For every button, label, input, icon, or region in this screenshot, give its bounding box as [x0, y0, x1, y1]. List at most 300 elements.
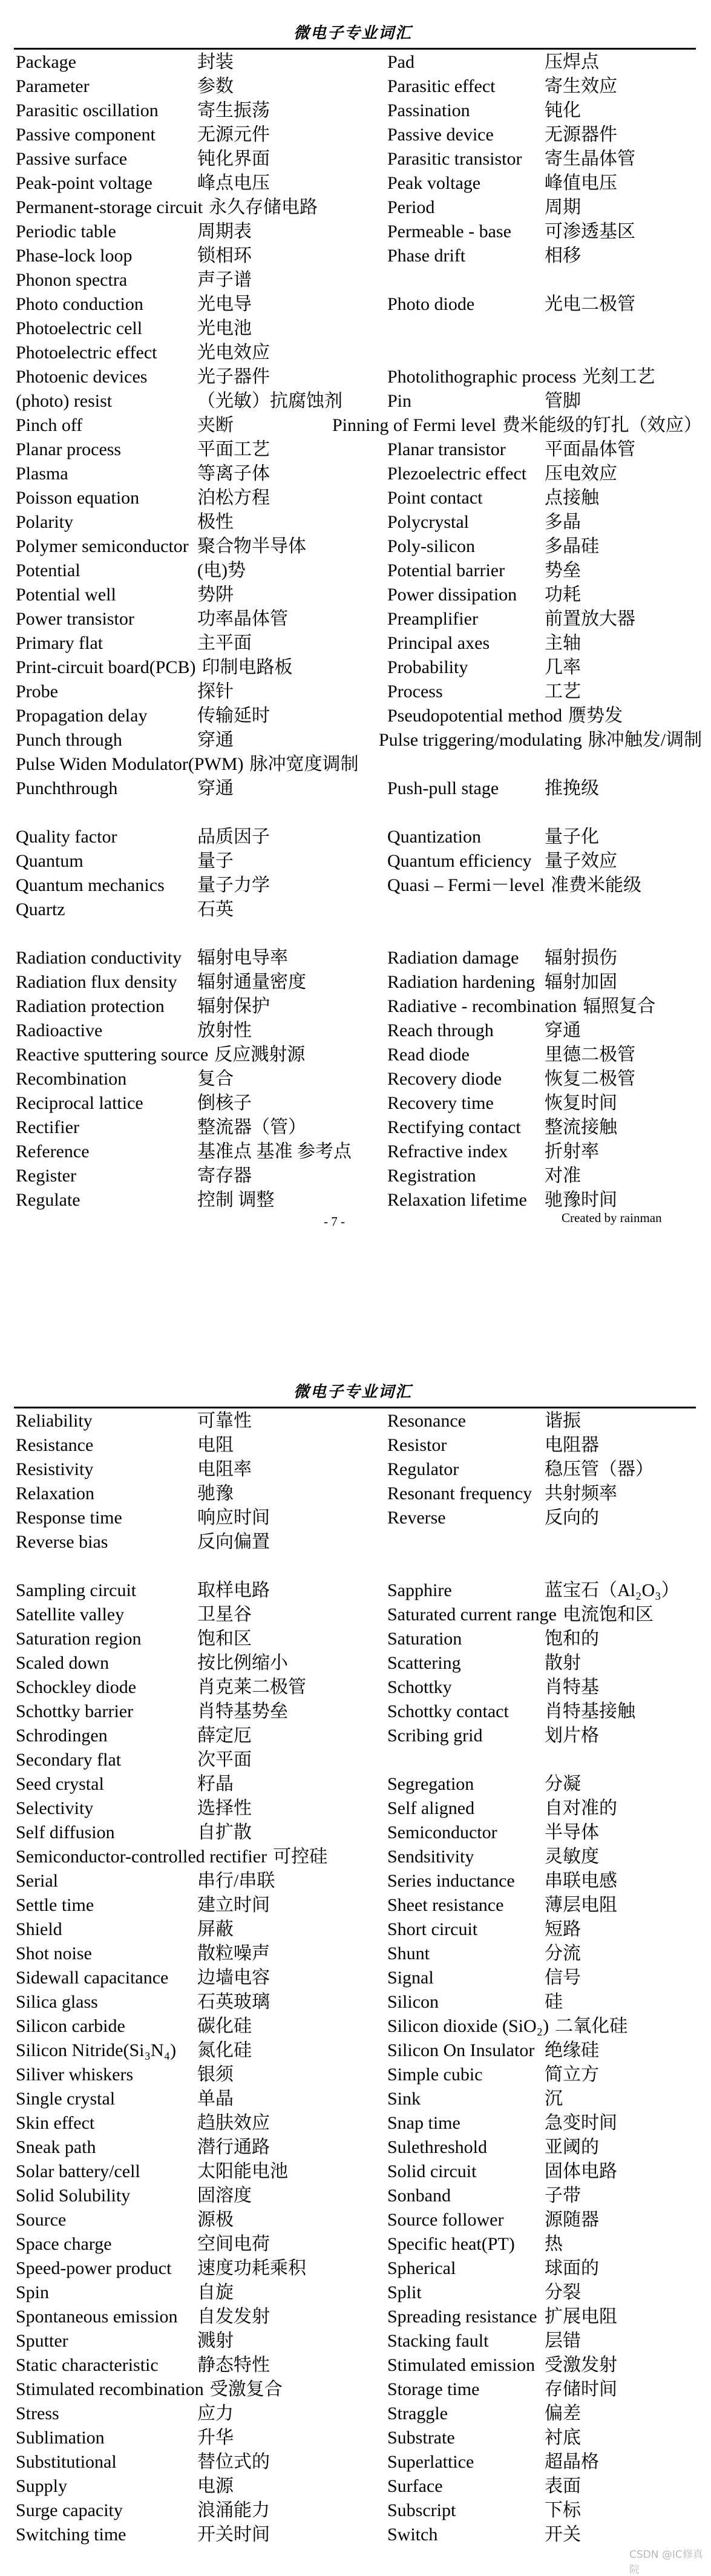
- chinese-term: 沉: [545, 2089, 563, 2109]
- glossary-row: [0, 656, 711, 680]
- english-term: Supply: [16, 2476, 68, 2496]
- chinese-term: 建立时间: [197, 1895, 270, 1915]
- chinese-term: 周期表: [197, 222, 252, 242]
- term-pair-right: [387, 244, 581, 268]
- term-pair-left: [16, 1188, 275, 1212]
- english-term: Period: [387, 197, 435, 217]
- chinese-term: 串联电感: [545, 1871, 617, 1891]
- term-pair-right: [387, 825, 599, 849]
- english-term: Scaled down: [16, 1653, 110, 1673]
- english-term: Stimulated recombination: [16, 2379, 204, 2399]
- english-term: Radiation damage: [387, 948, 519, 968]
- term-pair-right: [387, 1457, 654, 1482]
- english-term: Spreading resistance: [387, 2307, 537, 2327]
- chinese-term: 潜行通路: [197, 2137, 270, 2157]
- chinese-term: 子带: [545, 2186, 581, 2206]
- chinese-term: 可渗透基区: [545, 222, 635, 242]
- chinese-term: 受激发射: [545, 2355, 617, 2375]
- term-pair-right: [387, 1067, 635, 1091]
- english-term: Recovery diode: [387, 1069, 502, 1089]
- term-pair-right: [387, 994, 655, 1019]
- page-header-title: 微电子专业词汇: [293, 24, 412, 42]
- term-pair-left: [16, 1845, 327, 1869]
- term-pair-left: [16, 2377, 283, 2402]
- chinese-term: 光子器件: [197, 367, 270, 387]
- english-term: Selectivity: [16, 1798, 94, 1818]
- term-pair-right: [387, 510, 581, 534]
- chinese-term: 肖特基: [545, 1677, 599, 1697]
- glossary-row: [0, 1457, 711, 1482]
- chinese-term: 谐振: [545, 1411, 581, 1431]
- glossary-row: [0, 171, 711, 196]
- glossary-row: [0, 2474, 711, 2499]
- english-term: Self diffusion: [16, 1822, 115, 1842]
- chinese-term: 石英玻璃: [197, 1992, 270, 2012]
- glossary-row: [0, 1845, 711, 1869]
- english-term: Schrodingen: [16, 1726, 108, 1746]
- term-pair-left: [16, 123, 270, 147]
- english-term: Parasitic effect: [387, 76, 496, 96]
- glossary-row: [0, 607, 711, 631]
- chinese-term: 势垒: [545, 560, 581, 580]
- chinese-term: 热: [545, 2234, 563, 2254]
- glossary-row: [0, 1140, 711, 1164]
- term-pair-left: [16, 365, 270, 389]
- chinese-term: 氮化硅: [197, 2040, 252, 2060]
- english-term: Shield: [16, 1919, 62, 1939]
- term-pair-left: [16, 268, 252, 292]
- term-pair-right: [387, 389, 581, 413]
- english-term: Poly-silicon: [387, 536, 476, 556]
- english-term: Resonance: [387, 1411, 466, 1431]
- glossary-row: [0, 220, 711, 244]
- english-term: Sapphire: [387, 1580, 452, 1600]
- chinese-term: 量子: [197, 851, 234, 871]
- english-term: Process: [387, 682, 443, 702]
- glossary-row: [0, 2402, 711, 2426]
- chinese-term: 聚合物半导体: [197, 536, 306, 556]
- english-term: Source follower: [387, 2210, 504, 2230]
- english-term: Quantization: [387, 827, 481, 847]
- glossary-row: [0, 2256, 711, 2281]
- chinese-term: 碳化硅: [197, 2016, 252, 2036]
- term-pair-right: [387, 1140, 599, 1164]
- term-pair-left: [16, 2474, 234, 2499]
- english-term: Sublimation: [16, 2428, 105, 2448]
- term-pair-right: [332, 413, 702, 438]
- term-pair-right: [387, 1724, 599, 1748]
- english-term: Split: [387, 2282, 422, 2302]
- term-pair-right: [387, 1942, 581, 1966]
- glossary-row: [0, 1067, 711, 1091]
- english-term: Radiation flux density: [16, 972, 177, 992]
- chinese-term: 自扩散: [197, 1822, 252, 1842]
- glossary-row: [0, 74, 711, 99]
- chinese-term: 钝化界面: [197, 149, 270, 169]
- english-term: Quantum mechanics: [16, 875, 165, 895]
- chinese-term: 划片格: [545, 1726, 599, 1746]
- chinese-term: 光电二极管: [545, 294, 635, 314]
- english-term: Seed crystal: [16, 1774, 104, 1794]
- term-pair-right: [387, 2087, 563, 2111]
- english-term: Pinch off: [16, 415, 83, 435]
- term-pair-right: [387, 2499, 581, 2523]
- term-pair-right: [387, 1845, 599, 1869]
- english-term: (photo) resist: [16, 391, 113, 411]
- english-term: Schottky barrier: [16, 1701, 134, 1721]
- english-term: Sidewall capacitance: [16, 1968, 169, 1988]
- term-pair-left: [16, 728, 234, 752]
- chinese-term: 亚阈的: [545, 2137, 599, 2157]
- english-term: Solid circuit: [387, 2161, 477, 2181]
- term-pair-left: [16, 413, 234, 438]
- chinese-term: 球面的: [545, 2258, 599, 2278]
- glossary-row: [0, 1482, 711, 1506]
- glossary-row: [0, 898, 711, 922]
- glossary-row: [0, 2523, 711, 2547]
- chinese-term: 反应溅射源: [214, 1045, 306, 1065]
- english-term: Siliver whiskers: [16, 2065, 134, 2085]
- glossary-row: [0, 2377, 711, 2402]
- term-pair-left: [16, 2426, 234, 2450]
- chinese-term: 辐射电导率: [197, 948, 288, 968]
- english-term: Quality factor: [16, 827, 117, 847]
- english-term: Superlattice: [387, 2452, 474, 2472]
- glossary-row: [0, 1019, 711, 1043]
- chinese-term: 电流饱和区: [562, 1605, 654, 1625]
- english-term: Pad: [387, 52, 414, 72]
- term-pair-left: [16, 389, 342, 413]
- english-term: Power transistor: [16, 609, 134, 629]
- english-term: Sputter: [16, 2331, 68, 2351]
- chinese-term: 折射率: [545, 1142, 599, 1162]
- chinese-term: 自对准的: [545, 1798, 617, 1818]
- english-term: Photoelectric cell: [16, 318, 143, 338]
- term-pair-left: [16, 1966, 270, 1990]
- chinese-term: 取样电路: [197, 1580, 270, 1600]
- term-pair-right: [387, 849, 617, 873]
- term-pair-right: [387, 1116, 617, 1140]
- term-pair-left: [16, 680, 234, 704]
- chinese-term: （光敏）抗腐蚀剂: [197, 391, 342, 411]
- term-pair-left: [16, 1140, 352, 1164]
- term-pair-left: [16, 2450, 270, 2474]
- chinese-term: 升华: [197, 2428, 234, 2448]
- english-term: Static characteristic: [16, 2355, 159, 2375]
- english-term: Print-circuit board(PCB): [16, 657, 196, 677]
- glossary-row: [0, 1917, 711, 1942]
- chinese-term: 平面晶体管: [545, 439, 635, 459]
- term-pair-left: [16, 1091, 252, 1116]
- glossary-row: [0, 147, 711, 171]
- term-pair-right: [387, 1869, 617, 1893]
- glossary-row: [0, 583, 711, 607]
- chinese-term: 绝缘硅: [545, 2040, 599, 2060]
- term-pair-left: [16, 1603, 252, 1627]
- english-term: Resistance: [16, 1435, 94, 1455]
- term-pair-right: [387, 607, 635, 631]
- english-term: Schottky: [387, 1677, 452, 1697]
- english-term: Reference: [16, 1142, 90, 1162]
- english-term: Simple cubic: [387, 2065, 483, 2085]
- glossary-row: [0, 510, 711, 534]
- term-pair-left: [16, 970, 306, 994]
- glossary-row: [0, 2184, 711, 2208]
- english-term: Power dissipation: [387, 585, 517, 605]
- term-pair-left: [16, 1942, 270, 1966]
- term-pair-left: [16, 2329, 234, 2353]
- chinese-term: 等离子体: [197, 464, 270, 484]
- chinese-term: 超晶格: [545, 2452, 599, 2472]
- chinese-term: 银须: [197, 2065, 234, 2085]
- english-term: Switch: [387, 2525, 438, 2545]
- english-term: Passive component: [16, 125, 156, 145]
- term-pair-right: [387, 1917, 581, 1942]
- term-pair-right: [387, 365, 655, 389]
- chinese-term: 辐射损伤: [545, 948, 617, 968]
- chinese-term: 自发发射: [197, 2307, 270, 2327]
- chinese-term: 寄生效应: [545, 76, 617, 96]
- chinese-term: 溅射: [197, 2331, 234, 2351]
- term-pair-right: [387, 2063, 599, 2087]
- glossary-row: [0, 2281, 711, 2305]
- glossary-row: [0, 946, 711, 970]
- term-pair-right: [387, 631, 581, 656]
- glossary-row: [0, 970, 711, 994]
- term-pair-left: [16, 99, 270, 123]
- term-pair-left: [16, 2232, 270, 2256]
- glossary-row: [0, 2135, 711, 2160]
- english-term: Peak-point voltage: [16, 173, 152, 193]
- section-spacer: [0, 801, 711, 825]
- english-term: Periodic table: [16, 222, 116, 242]
- chinese-term: 控制 调整: [197, 1190, 275, 1210]
- glossary-row: [0, 1506, 711, 1530]
- english-term: Read diode: [387, 1045, 470, 1065]
- english-term: Phase-lock loop: [16, 246, 133, 266]
- chinese-term: 前置放大器: [545, 609, 635, 629]
- glossary-row: [0, 2160, 711, 2184]
- term-pair-left: [16, 1821, 252, 1845]
- chinese-term: 薛定厄: [197, 1726, 252, 1746]
- chinese-term: 响应时间: [197, 1508, 270, 1528]
- english-term: Skin effect: [16, 2113, 95, 2133]
- glossary-row: [0, 1700, 711, 1724]
- chinese-term: 籽晶: [197, 1774, 234, 1794]
- english-term: Segregation: [387, 1774, 474, 1794]
- chinese-term: 散射: [545, 1653, 581, 1673]
- english-term: Potential: [16, 560, 80, 580]
- english-term: Series inductance: [387, 1871, 515, 1891]
- term-pair-left: [16, 946, 288, 970]
- chinese-term: 寄存器: [197, 1166, 252, 1186]
- english-term: Semiconductor-controlled rectifier: [16, 1847, 267, 1867]
- glossary-row: [0, 2329, 711, 2353]
- chinese-term: 固体电路: [545, 2161, 617, 2181]
- term-pair-left: [16, 2111, 270, 2135]
- term-pair-right: [387, 1579, 680, 1603]
- term-pair-right: [387, 462, 617, 486]
- english-term: Stress: [16, 2404, 59, 2423]
- english-term: Sink: [387, 2089, 421, 2109]
- english-term: Resistor: [387, 1435, 447, 1455]
- term-pair-right: [387, 970, 617, 994]
- english-term: Push-pull stage: [387, 778, 499, 798]
- chinese-term: 寄生振荡: [197, 100, 270, 120]
- english-term: Sampling circuit: [16, 1580, 137, 1600]
- term-pair-left: [16, 196, 318, 220]
- glossary-row: [0, 1188, 711, 1212]
- chinese-term: 可控硅: [273, 1847, 328, 1867]
- english-term: Relaxation lifetime: [387, 1190, 527, 1210]
- english-term: Saturation: [387, 1629, 462, 1649]
- english-term: Peak voltage: [387, 173, 481, 193]
- term-pair-right: [387, 2256, 599, 2281]
- chinese-term: 层错: [545, 2331, 581, 2351]
- term-pair-left: [16, 2523, 270, 2547]
- glossary-row: [0, 462, 711, 486]
- english-term: Single crystal: [16, 2089, 116, 2109]
- english-term: Photoelectric effect: [16, 343, 157, 363]
- term-pair-left: [16, 534, 306, 559]
- term-pair-left: [16, 1457, 252, 1482]
- english-term: Polycrystal: [387, 512, 469, 532]
- term-pair-right: [387, 2426, 581, 2450]
- glossary-row: [0, 2208, 711, 2232]
- glossary-row: [0, 1724, 711, 1748]
- term-pair-right: [387, 2450, 599, 2474]
- term-pair-left: [16, 2499, 270, 2523]
- chinese-term: 峰点电压: [197, 173, 270, 193]
- term-pair-right: [387, 1188, 617, 1212]
- english-term: Sheet resistance: [387, 1895, 504, 1915]
- english-term: Semiconductor: [387, 1822, 497, 1842]
- term-pair-right: [387, 1675, 599, 1700]
- glossary-row: [0, 389, 711, 413]
- english-term: Phase drift: [387, 246, 466, 266]
- chinese-term: 寄生晶体管: [545, 149, 635, 169]
- english-term: Parasitic transistor: [387, 149, 522, 169]
- glossary-row: [0, 123, 711, 147]
- chinese-term: 点接触: [545, 488, 599, 508]
- term-pair-left: [16, 2281, 234, 2305]
- term-pair-right: [387, 171, 617, 196]
- english-term: Short circuit: [387, 1919, 478, 1939]
- term-pair-left: [16, 777, 234, 801]
- english-term: Schockley diode: [16, 1677, 137, 1697]
- english-term: Radiation hardening: [387, 972, 536, 992]
- section-spacer: [0, 1554, 711, 1579]
- chinese-term: 串行/串联: [197, 1871, 275, 1891]
- term-pair-left: [16, 825, 270, 849]
- term-pair-left: [16, 2087, 234, 2111]
- term-pair-right: [387, 559, 581, 583]
- chinese-term: 声子谱: [197, 270, 252, 290]
- term-pair-right: [387, 292, 635, 317]
- chinese-term: 穿通: [545, 1020, 581, 1040]
- term-pair-right: [387, 2039, 599, 2063]
- term-pair-right: [387, 583, 581, 607]
- chinese-term: 速度功耗乘积: [197, 2258, 306, 2278]
- chinese-term: 费米能级的钉扎（效应）: [502, 415, 702, 435]
- chinese-term: 石英: [197, 899, 234, 919]
- chinese-term: 脉冲触发/调制: [588, 730, 703, 750]
- glossary-row: [0, 1772, 711, 1796]
- chinese-term: 量子力学: [197, 875, 270, 895]
- chinese-term: 品质因子: [197, 827, 270, 847]
- english-term: Potential barrier: [387, 560, 505, 580]
- chinese-term: 可靠性: [197, 1411, 252, 1431]
- english-term: Sneak path: [16, 2137, 96, 2157]
- term-pair-left: [16, 656, 292, 680]
- english-term: Subscript: [387, 2500, 456, 2520]
- chinese-term: 压电效应: [545, 464, 617, 484]
- chinese-term: 基准点 基准 参考点: [197, 1142, 352, 1162]
- glossary-row: [0, 2063, 711, 2087]
- chinese-term: 恢复时间: [545, 1093, 617, 1113]
- glossary-row: [0, 1796, 711, 1821]
- term-pair-right: [387, 1043, 635, 1067]
- english-term: Photoenic devices: [16, 367, 148, 387]
- chinese-term: 功率晶体管: [197, 609, 288, 629]
- chinese-term: 极性: [197, 512, 234, 532]
- chinese-term: 印制电路板: [202, 657, 293, 677]
- term-pair-left: [16, 2305, 270, 2329]
- chinese-term: 电阻器: [545, 1435, 599, 1455]
- glossary-list: [0, 1409, 711, 2547]
- english-term: Pin: [387, 391, 412, 411]
- term-pair-right: [387, 2402, 581, 2426]
- term-pair-left: [16, 462, 270, 486]
- chinese-term: 源极: [197, 2210, 234, 2230]
- english-term: Scribing grid: [387, 1726, 483, 1746]
- glossary-row: [0, 292, 711, 317]
- term-pair-left: [16, 2184, 252, 2208]
- chinese-term: 光电导: [197, 294, 252, 314]
- glossary-row: [0, 2232, 711, 2256]
- chinese-term: 灵敏度: [545, 1847, 599, 1867]
- english-term: Response time: [16, 1508, 122, 1528]
- english-term: Stimulated emission: [387, 2355, 536, 2375]
- english-term: Planar process: [16, 439, 122, 459]
- term-pair-left: [16, 1700, 288, 1724]
- term-pair-left: [16, 583, 234, 607]
- chinese-term: 穿通: [197, 778, 234, 798]
- chinese-term: 蓝宝石（Al₂O₃）: [545, 1580, 680, 1600]
- term-pair-right: [387, 1433, 599, 1457]
- english-term: Quasi – Fermi－level: [387, 875, 545, 895]
- glossary-row: [0, 1893, 711, 1917]
- chinese-term: 薄层电阻: [545, 1895, 617, 1915]
- term-pair-right: [387, 1409, 581, 1433]
- chinese-term: 量子化: [545, 827, 599, 847]
- chinese-term: (电)势: [197, 560, 246, 580]
- english-term: Serial: [16, 1871, 58, 1891]
- chinese-term: 屏蔽: [197, 1919, 234, 1939]
- term-pair-left: [16, 559, 246, 583]
- term-pair-right: [387, 1603, 654, 1627]
- term-pair-right: [387, 1651, 581, 1675]
- chinese-term: 多晶硅: [545, 536, 599, 556]
- chinese-term: 平面工艺: [197, 439, 270, 459]
- glossary-row: [0, 50, 711, 74]
- english-term: Silica glass: [16, 1992, 98, 2012]
- glossary-row: [0, 2111, 711, 2135]
- term-pair-right: [387, 1019, 581, 1043]
- chinese-term: 源随器: [545, 2210, 599, 2230]
- english-term: Principal axes: [387, 633, 490, 653]
- english-term: Surge capacity: [16, 2500, 123, 2520]
